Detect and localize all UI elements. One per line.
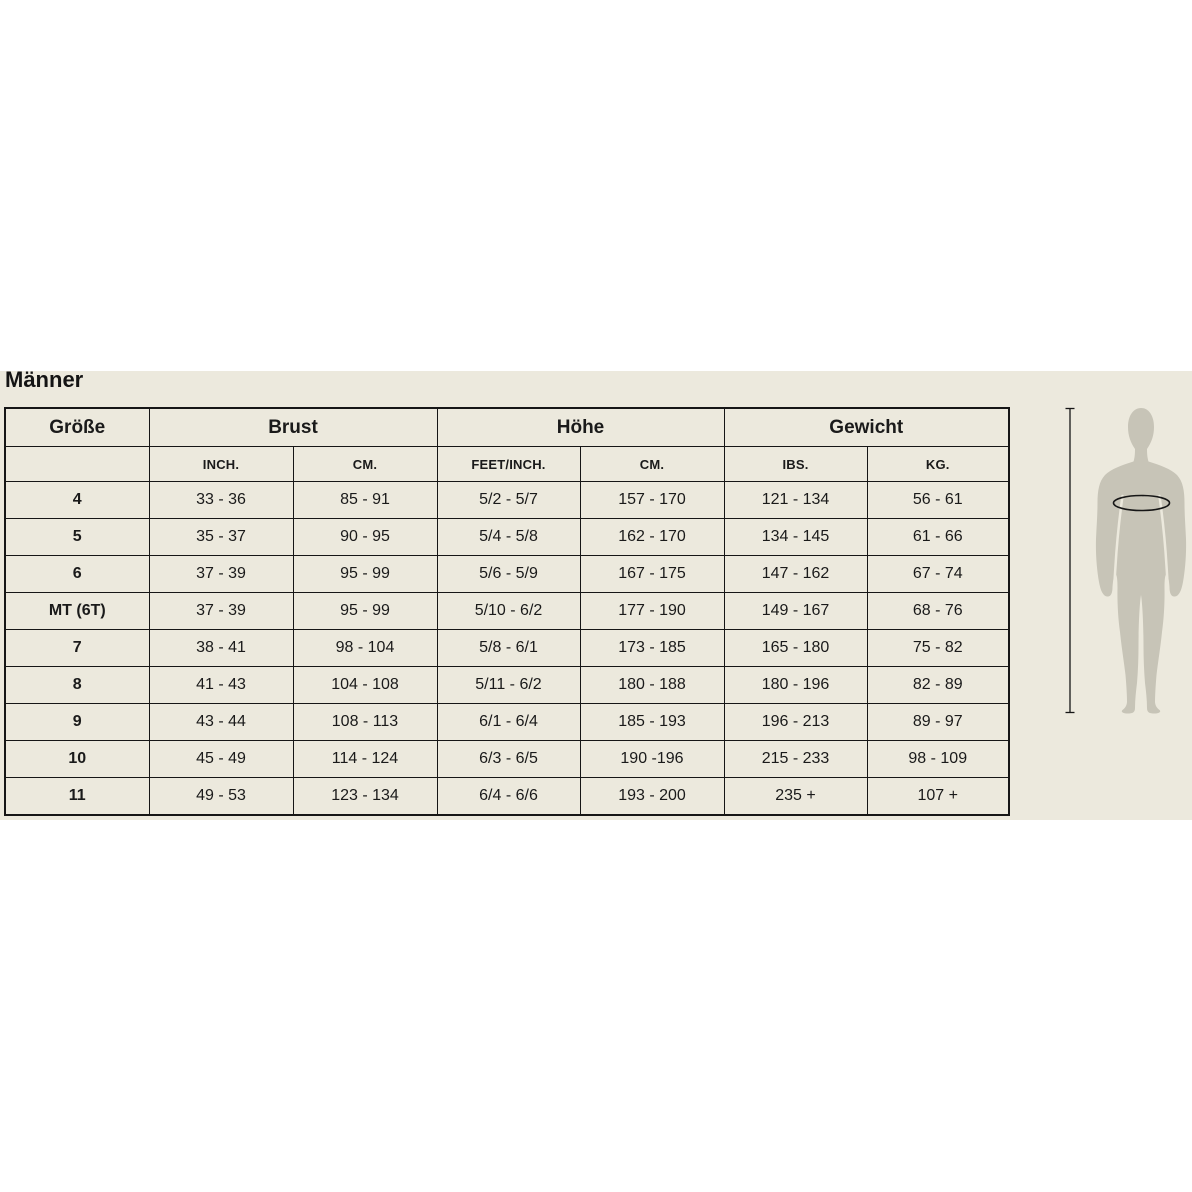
- height-feet-inch-cell: 6/4 - 6/6: [437, 778, 580, 816]
- size-row: [5, 593, 1009, 630]
- chest-cm-cell: 104 - 108: [293, 667, 437, 704]
- male-figure-graphic: [1055, 404, 1192, 722]
- column-group-header-row: [5, 408, 1009, 447]
- weight-kg-cell: 61 - 66: [867, 519, 1009, 556]
- weight-lbs-cell: 215 - 233: [724, 741, 867, 778]
- size-cell: MT (6T): [5, 593, 149, 630]
- chest-cm-cell: 114 - 124: [293, 741, 437, 778]
- chest-cm-cell: 123 - 134: [293, 778, 437, 816]
- chest-cm-cell: 85 - 91: [293, 482, 437, 519]
- size-row: [5, 519, 1009, 556]
- height-feet-inch-cell: 5/4 - 5/8: [437, 519, 580, 556]
- unit-header-row: [5, 447, 1009, 482]
- weight-lbs-cell: 149 - 167: [724, 593, 867, 630]
- weight-kg-cell: 98 - 109: [867, 741, 1009, 778]
- chest-cm-cell: 98 - 104: [293, 630, 437, 667]
- height-cm-cell: 193 - 200: [580, 778, 724, 816]
- size-cell: 5: [5, 519, 149, 556]
- height-feet-inch-cell: 5/6 - 5/9: [437, 556, 580, 593]
- weight-kg-cell: 82 - 89: [867, 667, 1009, 704]
- height-feet-inch-cell: 5/10 - 6/2: [437, 593, 580, 630]
- height-feet-inch-cell: 5/11 - 6/2: [437, 667, 580, 704]
- unit-header-weight-lbs: IBS.: [724, 447, 867, 482]
- unit-header-weight-kg: KG.: [867, 447, 1009, 482]
- size-cell: 4: [5, 482, 149, 519]
- height-cm-cell: 190 -196: [580, 741, 724, 778]
- weight-lbs-cell: 147 - 162: [724, 556, 867, 593]
- size-cell: 11: [5, 778, 149, 816]
- unit-header-height-feet-inch: FEET/INCH.: [437, 447, 580, 482]
- size-row: [5, 556, 1009, 593]
- height-cm-cell: 157 - 170: [580, 482, 724, 519]
- chest-cm-cell: 95 - 99: [293, 556, 437, 593]
- size-cell: 6: [5, 556, 149, 593]
- page-title: Männer: [5, 367, 84, 392]
- chest-inch-cell: 45 - 49: [149, 741, 293, 778]
- height-feet-inch-cell: 6/3 - 6/5: [437, 741, 580, 778]
- weight-lbs-cell: 134 - 145: [724, 519, 867, 556]
- column-group-weight: Gewicht: [724, 408, 1009, 447]
- chest-inch-cell: 33 - 36: [149, 482, 293, 519]
- size-cell: 7: [5, 630, 149, 667]
- chest-inch-cell: 38 - 41: [149, 630, 293, 667]
- weight-kg-cell: 56 - 61: [867, 482, 1009, 519]
- chest-cm-cell: 108 - 113: [293, 704, 437, 741]
- size-row: [5, 778, 1009, 816]
- size-cell: 8: [5, 667, 149, 704]
- height-cm-cell: 167 - 175: [580, 556, 724, 593]
- size-row: [5, 482, 1009, 519]
- height-cm-cell: 162 - 170: [580, 519, 724, 556]
- size-cell: 10: [5, 741, 149, 778]
- weight-lbs-cell: 121 - 134: [724, 482, 867, 519]
- weight-kg-cell: 107 +: [867, 778, 1009, 816]
- height-cm-cell: 177 - 190: [580, 593, 724, 630]
- height-feet-inch-cell: 5/8 - 6/1: [437, 630, 580, 667]
- height-feet-inch-cell: 5/2 - 5/7: [437, 482, 580, 519]
- weight-kg-cell: 89 - 97: [867, 704, 1009, 741]
- chest-cm-cell: 90 - 95: [293, 519, 437, 556]
- size-row: [5, 741, 1009, 778]
- column-group-chest: Brust: [149, 408, 437, 447]
- column-group-height: Höhe: [437, 408, 724, 447]
- height-cm-cell: 180 - 188: [580, 667, 724, 704]
- height-cm-cell: 185 - 193: [580, 704, 724, 741]
- height-cm-cell: 173 - 185: [580, 630, 724, 667]
- size-row: [5, 704, 1009, 741]
- chest-inch-cell: 37 - 39: [149, 556, 293, 593]
- size-row: [5, 667, 1009, 704]
- weight-lbs-cell: 196 - 213: [724, 704, 867, 741]
- weight-kg-cell: 75 - 82: [867, 630, 1009, 667]
- chest-inch-cell: 43 - 44: [149, 704, 293, 741]
- unit-header-empty: [5, 447, 149, 482]
- height-dimension-line: [1066, 408, 1075, 713]
- size-cell: 9: [5, 704, 149, 741]
- unit-header-chest-cm: CM.: [293, 447, 437, 482]
- unit-header-chest-inch: INCH.: [149, 447, 293, 482]
- weight-kg-cell: 67 - 74: [867, 556, 1009, 593]
- column-group-size: Größe: [5, 408, 149, 447]
- chest-inch-cell: 49 - 53: [149, 778, 293, 816]
- chest-inch-cell: 35 - 37: [149, 519, 293, 556]
- chest-cm-cell: 95 - 99: [293, 593, 437, 630]
- chest-inch-cell: 41 - 43: [149, 667, 293, 704]
- weight-lbs-cell: 165 - 180: [724, 630, 867, 667]
- weight-lbs-cell: 235 +: [724, 778, 867, 816]
- size-row: [5, 630, 1009, 667]
- unit-header-height-cm: CM.: [580, 447, 724, 482]
- chest-inch-cell: 37 - 39: [149, 593, 293, 630]
- size-chart-table: [4, 407, 1010, 816]
- weight-kg-cell: 68 - 76: [867, 593, 1009, 630]
- male-body-silhouette: [1096, 408, 1186, 714]
- height-feet-inch-cell: 6/1 - 6/4: [437, 704, 580, 741]
- weight-lbs-cell: 180 - 196: [724, 667, 867, 704]
